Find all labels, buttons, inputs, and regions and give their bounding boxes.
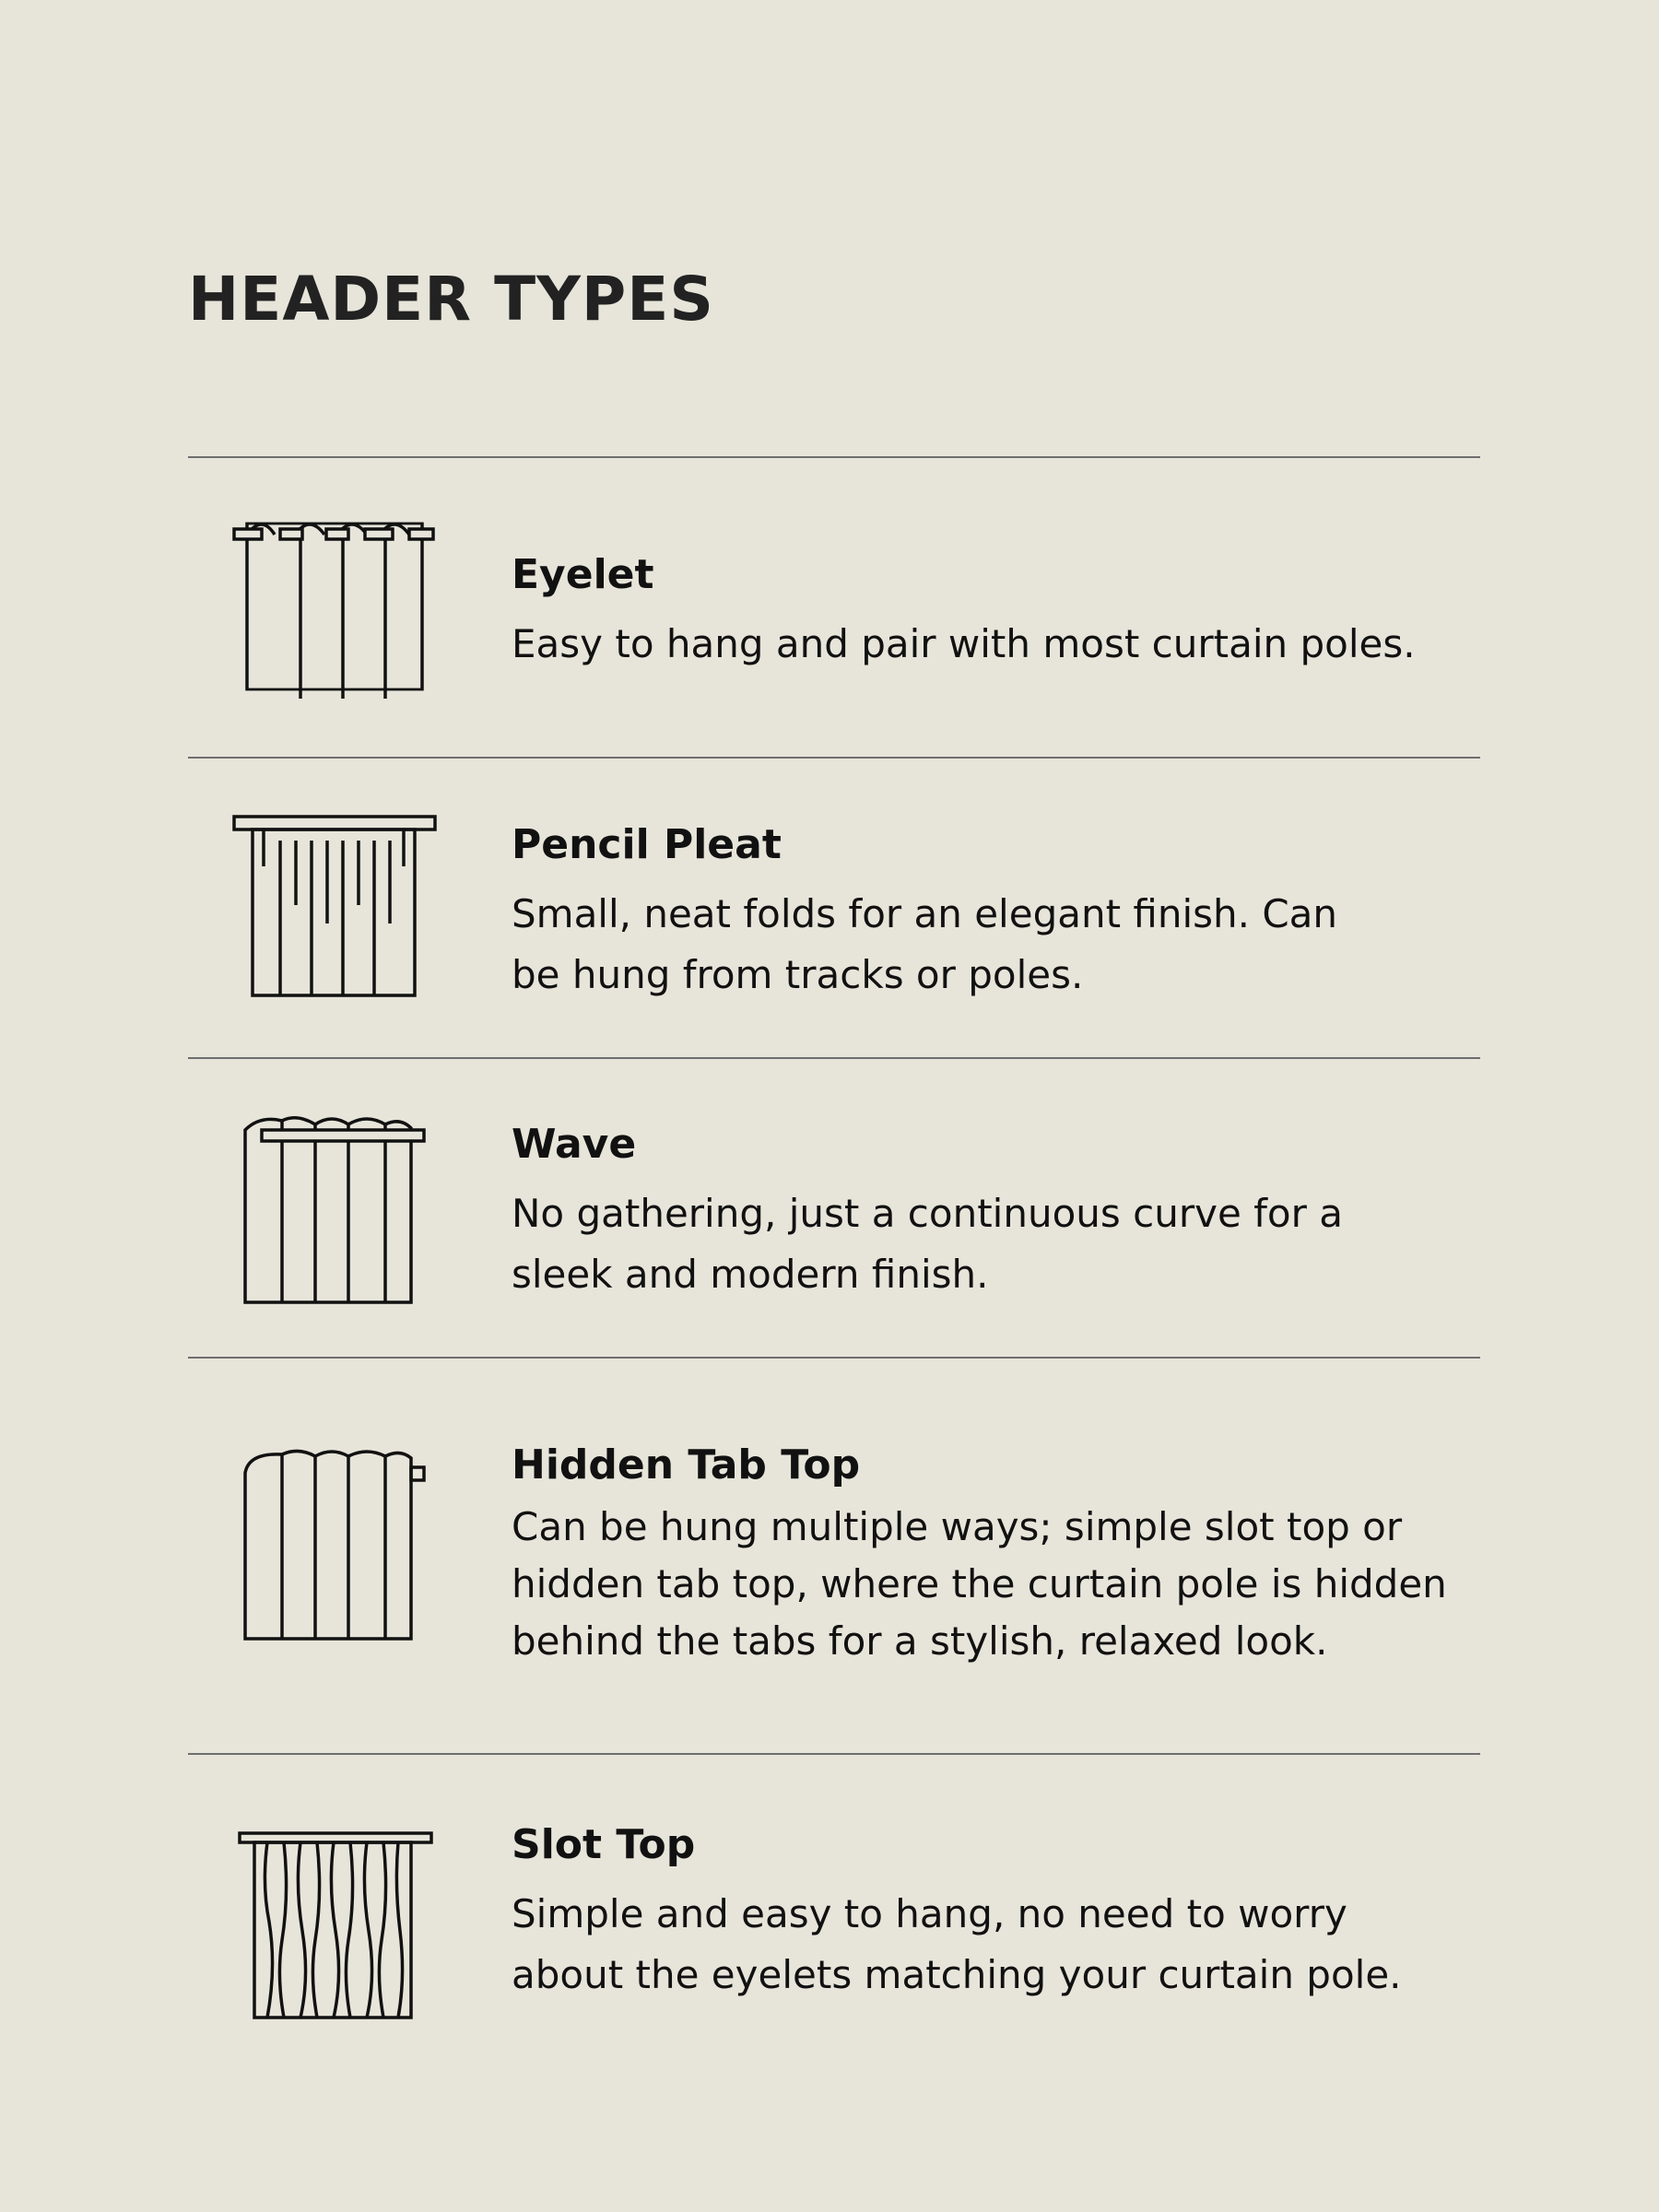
page-title: HEADER TYPES [188,264,714,335]
item-name: Wave [512,1121,637,1168]
item-name: Eyelet [512,551,654,598]
item-name: Hidden Tab Top [512,1441,861,1488]
eyelet-curtain-icon [229,498,441,710]
divider [188,757,1480,759]
divider [188,456,1480,458]
item-text [512,1121,1507,1305]
item-description: Small, neat folds for an elegant finish. Can be hung from tracks or poles. [512,891,1338,997]
divider [188,1357,1480,1359]
item-description: Easy to hang and pair with most curtain poles. [512,621,1416,666]
divider [188,1753,1480,1755]
item-description: Can be hung multiple ways; simple slot top or hidden tab top, where the curtain pole is hidden behind the tabs for a stylish, relaxed look. [512,1504,1447,1664]
item-text [512,1441,1507,1670]
item-description: Simple and easy to hang, no need to worry about the eyelets matching your curtain pole. [512,1891,1402,1997]
hidden-tab-top-curtain-icon [229,1436,441,1648]
divider [188,1057,1480,1059]
slot-top-curtain-icon [229,1820,441,2032]
item-text [512,551,1507,675]
pencil-pleat-curtain-icon [229,804,441,1016]
item-name: Pencil Pleat [512,821,782,868]
wave-curtain-icon [229,1104,441,1316]
item-description: No gathering, just a continuous curve for a sleek and modern finish. [512,1191,1343,1297]
item-text [512,821,1507,1006]
item-name: Slot Top [512,1821,696,1868]
item-text [512,1821,1507,2006]
